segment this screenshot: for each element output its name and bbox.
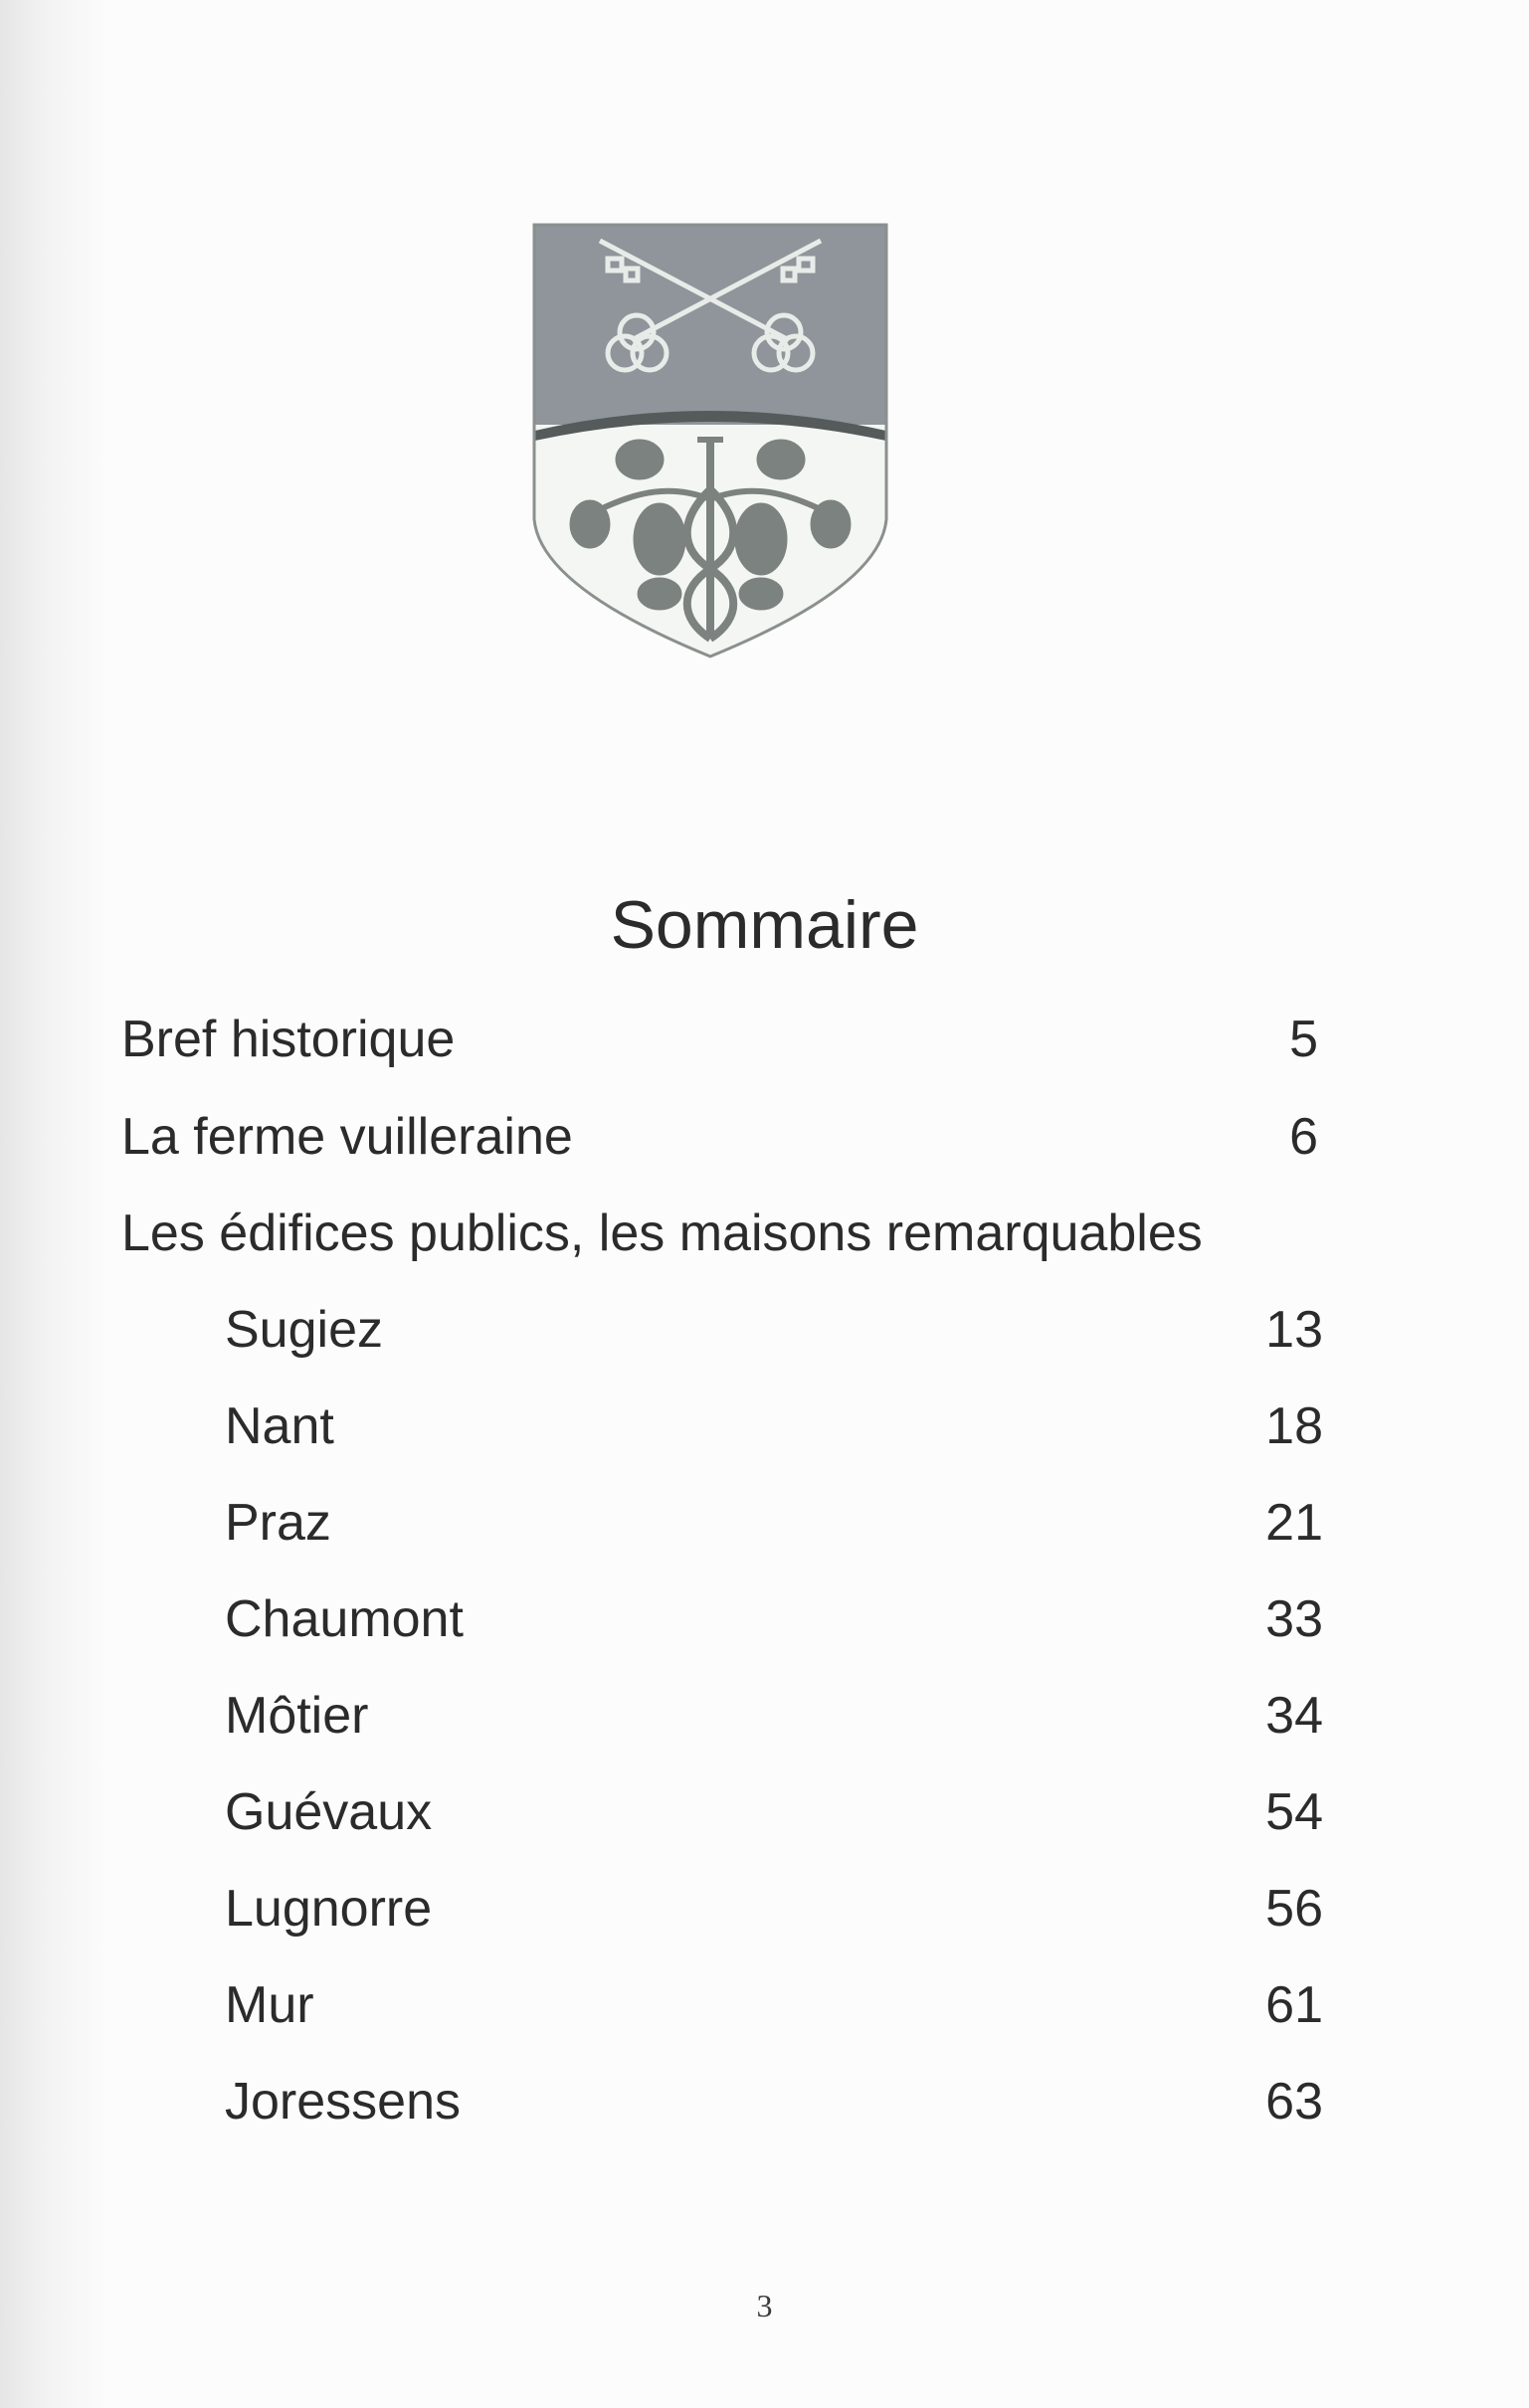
toc-sub-entry[interactable] <box>225 1297 1323 1363</box>
toc-sub-entry-label: Joressens <box>225 2073 461 2130</box>
toc-sub-entry[interactable] <box>225 1490 1323 1556</box>
toc-entry-label: Bref historique <box>121 1011 456 1068</box>
toc-sub-entry-label: Nant <box>225 1397 334 1455</box>
toc-sub-entry[interactable] <box>225 2069 1323 2134</box>
toc-entry[interactable] <box>121 1104 1318 1170</box>
toc-sub-entry[interactable] <box>225 1683 1323 1749</box>
toc-sub-entry-page: 18 <box>1265 1397 1323 1455</box>
toc-section-heading[interactable] <box>121 1201 1345 1266</box>
toc-entry-label: Les édifices publics, les maisons remarquables <box>121 1204 1203 1262</box>
toc-sub-entry-label: Chaumont <box>225 1590 464 1648</box>
toc-sub-entry-page: 13 <box>1265 1301 1323 1359</box>
toc-entry[interactable] <box>121 1007 1318 1072</box>
sommaire-title: Sommaire <box>610 887 919 963</box>
toc-sub-entry-label: Praz <box>225 1494 331 1552</box>
toc-sub-entry[interactable] <box>225 1393 1323 1459</box>
toc-sub-entry-page: 61 <box>1265 1976 1323 2034</box>
toc-sub-entry-label: Lugnorre <box>225 1880 433 1938</box>
toc-sub-entry-page: 54 <box>1265 1783 1323 1841</box>
toc-sub-entry[interactable] <box>225 1876 1323 1942</box>
toc-sub-entry-page: 33 <box>1265 1590 1323 1648</box>
toc-entry-page: 6 <box>1289 1108 1318 1166</box>
toc-entry-page: 5 <box>1289 1011 1318 1068</box>
toc-sub-entry[interactable] <box>225 1972 1323 2038</box>
toc-sub-entry-label: Guévaux <box>225 1783 433 1841</box>
page-number: 3 <box>756 2288 773 2323</box>
coat-of-arms-crest <box>530 221 890 660</box>
toc-entry-label: La ferme vuilleraine <box>121 1108 573 1166</box>
toc-sub-entry-label: Mur <box>225 1976 314 2034</box>
toc-sub-entry-page: 34 <box>1265 1687 1323 1745</box>
toc-sub-entry[interactable] <box>225 1779 1323 1845</box>
toc-sub-entry-label: Môtier <box>225 1687 369 1745</box>
toc-sub-entry-page: 21 <box>1265 1494 1323 1552</box>
toc-sub-entry[interactable] <box>225 1586 1323 1652</box>
toc-sub-entry-page: 63 <box>1265 2073 1323 2130</box>
toc-sub-entry-page: 56 <box>1265 1880 1323 1938</box>
page-binding-shadow <box>0 0 109 2408</box>
toc-sub-entry-label: Sugiez <box>225 1301 383 1359</box>
